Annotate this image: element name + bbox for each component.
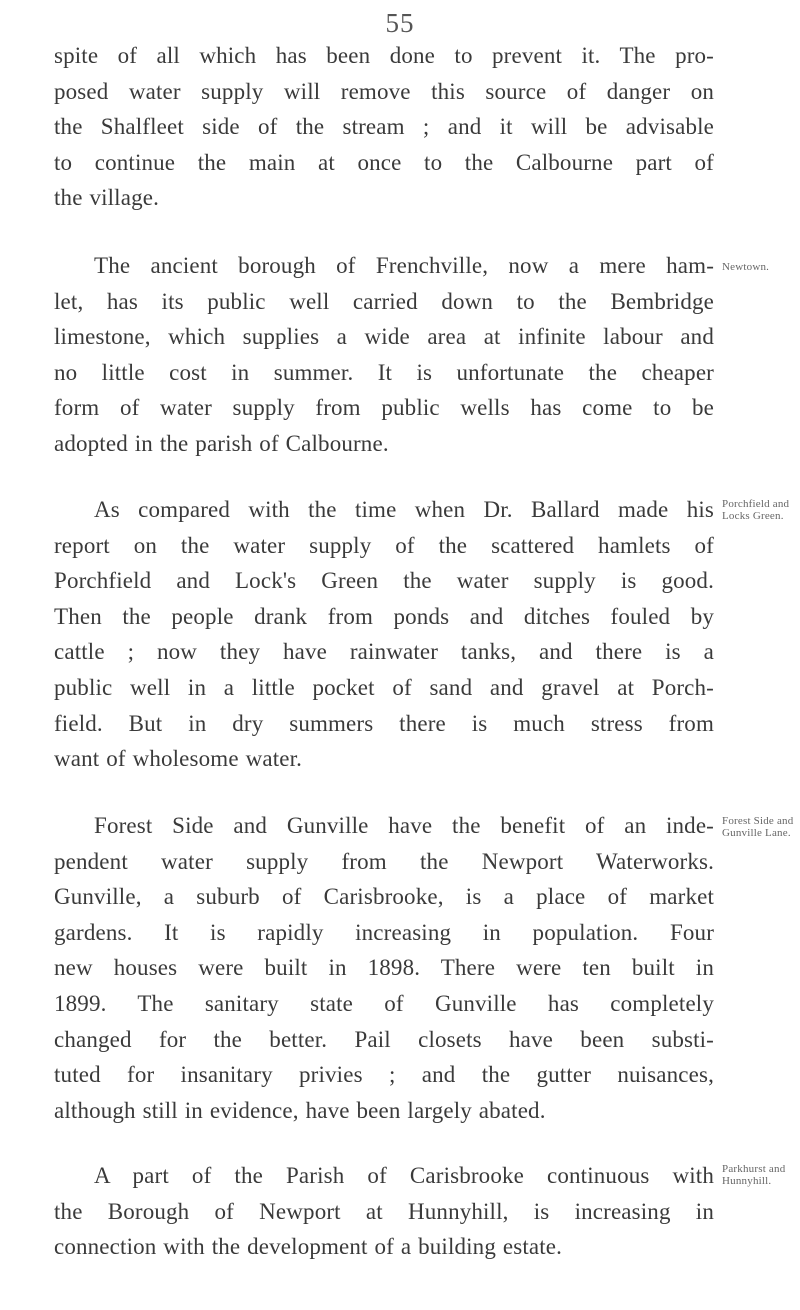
margin-note-forest-side bbox=[722, 815, 800, 839]
margin-note-line: Locks Green. bbox=[722, 510, 784, 522]
text-line: changed for the better. Pail closets have been substi- bbox=[54, 1026, 714, 1052]
text-line: Then the people drank from ponds and ditches fouled by bbox=[54, 603, 714, 629]
margin-note-parkhurst bbox=[722, 1163, 800, 1187]
text-line: no little cost in summer. It is unfortunate the cheaper bbox=[54, 359, 714, 385]
text-line: connection with the development of a building estate. bbox=[54, 1234, 563, 1260]
text-line: adopted in the parish of Calbourne. bbox=[54, 430, 389, 456]
text-line: A part of the Parish of Carisbrooke continuous with bbox=[94, 1163, 714, 1188]
text-line: Forest Side and Gunville have the benefit of an inde- bbox=[94, 813, 714, 838]
text-line: the village. bbox=[54, 185, 159, 211]
text-line: public well in a little pocket of sand and gravel at Porch- bbox=[54, 674, 714, 700]
margin-note-porchfield bbox=[722, 498, 800, 522]
text-line: field. But in dry summers there is much stress from bbox=[54, 710, 714, 736]
text-line: limestone, which supplies a wide area at infinite labour and bbox=[54, 324, 714, 350]
margin-note-newtown bbox=[722, 261, 800, 273]
paragraph-2 bbox=[54, 248, 714, 462]
text-line: tuted for insanitary privies ; and the gutter nuisances, bbox=[54, 1062, 714, 1088]
text-line: let, has its public well carried down to the Bembridge bbox=[54, 288, 714, 314]
margin-note-line: Hunnyhill. bbox=[722, 1175, 772, 1187]
margin-note-line: Gunville Lane. bbox=[722, 827, 791, 839]
text-line: form of water supply from public wells has come to be bbox=[54, 395, 714, 421]
text-line: As compared with the time when Dr. Ballard made his bbox=[94, 497, 714, 522]
text-line: want of wholesome water. bbox=[54, 746, 303, 772]
text-line: the Shalfleet side of the stream ; and it will be advisable bbox=[54, 114, 714, 140]
text-line: pendent water supply from the Newport Waterworks. bbox=[54, 848, 714, 874]
text-line: new houses were built in 1898. There were ten built in bbox=[54, 955, 714, 981]
text-line: spite of all which has been done to prevent it. The pro- bbox=[54, 43, 714, 68]
page-number: 55 bbox=[385, 8, 415, 38]
text-line: report on the water supply of the scattered hamlets of bbox=[54, 532, 714, 558]
paragraph-4 bbox=[54, 808, 714, 1128]
text-line: although still in evidence, have been largely abated. bbox=[54, 1097, 546, 1123]
text-line: cattle ; now they have rainwater tanks, and there is a bbox=[54, 639, 714, 665]
paragraph-5 bbox=[54, 1158, 714, 1265]
text-line: the Borough of Newport at Hunnyhill, is increasing in bbox=[54, 1198, 714, 1224]
text-line: Gunville, a suburb of Carisbrooke, is a place of market bbox=[54, 884, 714, 910]
text-line: 1899. The sanitary state of Gunville has completely bbox=[54, 990, 714, 1016]
margin-note-line: Porchfield and bbox=[722, 498, 790, 510]
text-line: The ancient borough of Frenchville, now a mere ham- bbox=[94, 253, 714, 278]
margin-note-line: Forest Side and bbox=[722, 815, 794, 827]
margin-note-line: Parkhurst and bbox=[722, 1163, 786, 1175]
text-line: to continue the main at once to the Calbourne part of bbox=[54, 149, 714, 175]
margin-note-line: Newtown. bbox=[722, 261, 770, 273]
text-line: posed water supply will remove this source of danger on bbox=[54, 78, 714, 104]
text-line: Porchfield and Lock's Green the water supply is good. bbox=[54, 568, 714, 594]
paragraph-3 bbox=[54, 492, 714, 777]
paragraph-1 bbox=[54, 38, 714, 216]
text-line: gardens. It is rapidly increasing in population. Four bbox=[54, 919, 714, 945]
